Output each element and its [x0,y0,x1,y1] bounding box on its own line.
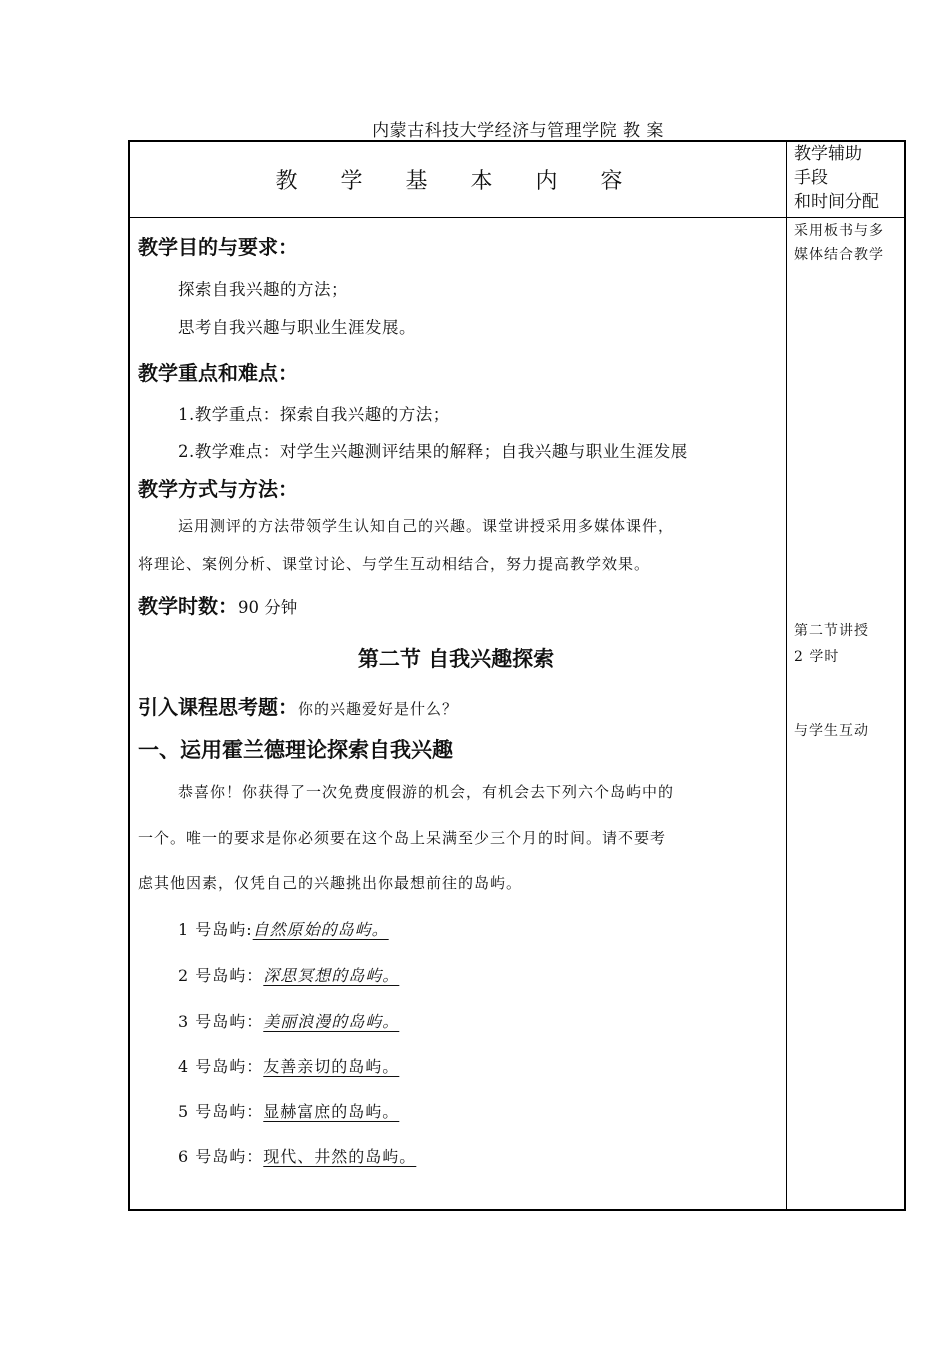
side-note-media-1: 采用板书与多 [794,223,884,239]
island-desc: 现代、井然的岛屿。 [263,1147,417,1166]
head-side-line-1: 教学辅助 [794,144,862,164]
goals-heading: 教学目的与要求： [138,235,298,259]
island-desc: 深思冥想的岛屿。 [263,966,400,985]
intro-label: 引入课程思考题： [138,695,298,719]
island-desc: 友善亲切的岛屿。 [263,1057,400,1076]
island-desc: 自然原始的岛屿。 [252,920,389,939]
goal-item-1: 探索自我兴趣的方法； [178,280,348,299]
header-row-divider [130,217,904,218]
island-item-2 [178,963,399,986]
hours-row [138,590,297,619]
column-divider [786,142,787,1209]
side-note-time-2: 2 学时 [794,649,840,665]
intro-question: 你的兴趣爱好是什么？ [298,700,459,718]
island-desc: 美丽浪漫的岛屿。 [263,1012,400,1031]
table-head-side [794,142,904,217]
island-label: 3 号岛屿： [178,1012,264,1031]
table-head-main: 教 学 基 本 内 容 [275,169,641,194]
island-item-3 [178,1009,399,1032]
island-label: 4 号岛屿： [178,1057,264,1076]
method-heading: 教学方式与方法： [138,477,298,501]
side-note-interaction: 与学生互动 [794,723,869,739]
story-line-3: 虑其他因素，仅凭自己的兴趣挑出你最想前往的岛屿。 [138,874,523,892]
intro-row [138,691,458,720]
key-point-1: 1.教学重点：探索自我兴趣的方法； [178,405,450,424]
key-points-heading: 教学重点和难点： [138,361,298,385]
chapter-title: 第二节 自我兴趣探索 [357,647,555,671]
hours-value: 90 分钟 [238,598,298,617]
island-label: 6 号岛屿： [178,1147,264,1166]
island-item-6 [178,1144,416,1167]
island-label: 2 号岛屿： [178,966,264,985]
document-header: 内蒙古科技大学经济与管理学院 教 案 [372,121,664,141]
island-label: 1 号岛屿: [178,920,253,939]
side-note-media-2: 媒体结合教学 [794,247,884,263]
lesson-plan-table [128,140,906,1211]
story-line-1: 恭喜你！你获得了一次免费度假游的机会，有机会去下列六个岛屿中的 [178,783,675,801]
goal-item-2: 思考自我兴趣与职业生涯发展。 [178,318,416,337]
story-line-2: 一个。唯一的要求是你必须要在这个岛上呆满至少三个月的时间。请不要考 [138,829,667,847]
part-title: 一、运用霍兰德理论探索自我兴趣 [138,738,453,762]
head-side-line-3: 和时间分配 [794,192,879,212]
island-label: 5 号岛屿： [178,1102,264,1121]
island-item-4 [178,1054,399,1077]
head-side-line-2: 手段 [794,168,828,188]
hours-label: 教学时数： [138,594,238,618]
method-line-1: 运用测评的方法带领学生认知自己的兴趣。课堂讲授采用多媒体课件， [178,517,675,535]
method-line-2: 将理论、案例分析、课堂讨论、与学生互动相结合，努力提高教学效果。 [138,555,651,573]
side-note-time-1: 第二节讲授 [794,623,869,639]
key-point-2: 2.教学难点：对学生兴趣测评结果的解释；自我兴趣与职业生涯发展 [178,442,688,461]
island-item-1 [178,917,389,940]
island-item-5 [178,1099,399,1122]
island-desc: 显赫富庶的岛屿。 [263,1102,400,1121]
